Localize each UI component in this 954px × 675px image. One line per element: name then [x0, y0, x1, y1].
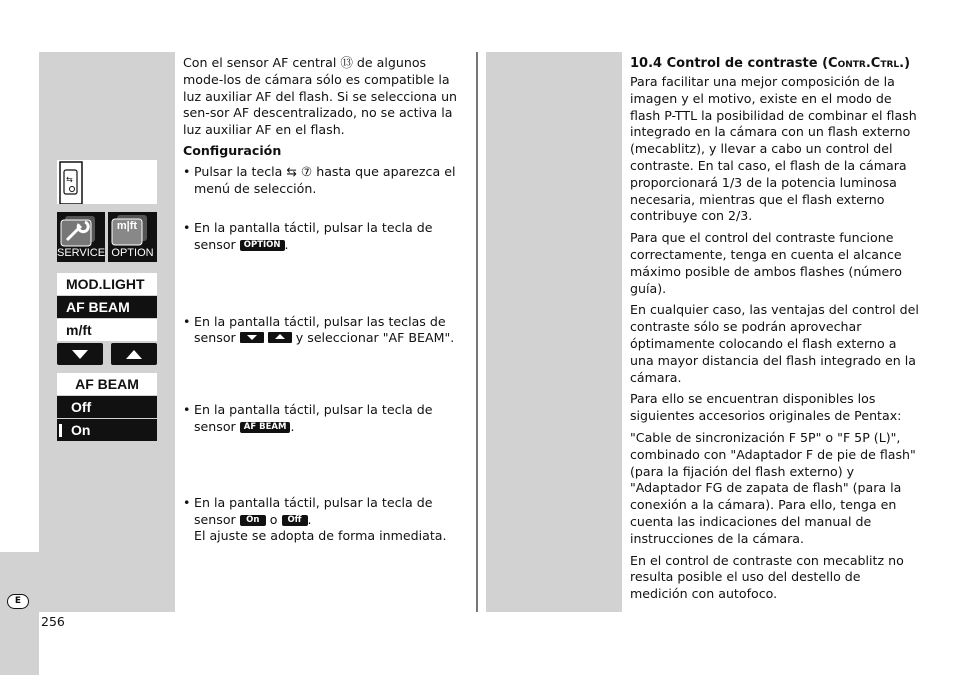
menu-title-mod-light: MOD.LIGHT — [57, 273, 157, 295]
option-tile[interactable] — [108, 212, 157, 262]
step-5-end: . — [307, 511, 312, 527]
menu-item-m-ft[interactable]: m/ft — [57, 319, 157, 341]
intro-paragraph: Con el sensor AF central ⑬ de algunos mode-los de cámara sólo es compatible la luz auxiliar AF del flash. Si se selecciona un sen-sor AF descentralizado, no se activa la luz auxiliar AF en el flash. — [183, 55, 458, 138]
paragraph-1: Para facilitar una mejor composición de la imagen y el motivo, existe en el modo de flash P-TTL la posibilidad de combinar el flash integrado en la cámara con un flash externo (mecablitz), y llevar a cabo un control del contraste. En tal caso, el flash de la cámara proporcionará 1/3 de la potencia luminosa necesaria, mientras que el flash externo contribuye con 2/3. — [630, 74, 917, 224]
paragraph-3: En cualquier caso, las ventajas del control del contraste sólo se podrán aprovechar óptimamente colocando el flash externo a una mayor distancia del flash integrado en la cámara. — [630, 302, 919, 385]
arrow-down-chip-icon — [240, 332, 264, 343]
option-chip: OPTION — [240, 240, 285, 251]
step-3 — [183, 314, 469, 348]
flash-key-icon — [57, 160, 157, 204]
arrow-up-chip-icon — [268, 332, 292, 343]
right-margin-panel — [486, 52, 622, 612]
step-3-text: En la pantalla táctil, pulsar las teclas de sensor — [194, 313, 446, 346]
left-margin-tab — [0, 552, 39, 675]
step-5-or: o — [269, 511, 278, 527]
wrench-icon — [57, 212, 105, 248]
up-button[interactable] — [111, 343, 157, 365]
step-2-text: En la pantalla táctil, pulsar la tecla de sensor — [194, 220, 433, 252]
step-1-text: Pulsar la tecla ⇆ ⑦ hasta que aparezca el menú de selección. — [194, 163, 456, 196]
step-3-end: y seleccionar "AF BEAM". — [295, 330, 455, 346]
selection-marker-icon — [59, 424, 62, 437]
step-5-text: En la pantalla táctil, pulsar la tecla de sensor — [194, 494, 433, 527]
paragraph-5: "Cable de sincronización F 5P" o "F 5P (L)", combinado con "Adaptador F de pie de flash" (para la fijación del flash externo) y "Adaptador FG de zapata de flash" (para la conexión a la cámara). Para ello, tenga en cuenta las indicaciones del manual de instrucciones de la cámara. — [630, 429, 916, 546]
down-button[interactable] — [57, 343, 103, 365]
arrow-down-icon — [57, 343, 103, 365]
step-5-note: El ajuste se adopta de forma inmediata. — [194, 528, 447, 544]
svg-text:⇆: ⇆ — [66, 175, 73, 184]
step-4 — [183, 402, 459, 436]
mft-label: m|ft — [116, 220, 138, 232]
menu-title-af-beam: AF BEAM — [57, 373, 157, 395]
paragraph-4: Para ello se encuentran disponibles los siguientes accesorios originales de Pentax: — [630, 391, 902, 424]
section-heading — [630, 55, 920, 72]
af-beam-chip: AF BEAM — [240, 422, 291, 433]
off-chip: Off — [282, 515, 308, 526]
step-2 — [183, 220, 459, 254]
option-on-label: On — [71, 422, 91, 438]
step-5 — [183, 495, 459, 545]
option-off[interactable]: Off — [57, 396, 157, 418]
step-4-text: En la pantalla táctil, pulsar la tecla de sensor — [194, 402, 433, 434]
step-2-end: . — [284, 236, 289, 252]
option-label: OPTION — [111, 247, 154, 259]
language-badge — [7, 594, 29, 609]
column-divider — [476, 52, 478, 612]
menu-item-af-beam[interactable]: AF BEAM — [57, 296, 157, 318]
service-label: SERVICE — [57, 247, 106, 259]
page-number: 256 — [41, 614, 65, 629]
paragraph-2: Para que el control del contraste funcione correctamente, tenga en cuenta el alcance máximo posible de ambos flashes (número guía). — [630, 230, 902, 296]
middle-column — [183, 55, 468, 197]
service-tile[interactable] — [57, 212, 105, 262]
language-badge-text: E — [14, 596, 22, 606]
step-1 — [183, 164, 468, 198]
right-column — [630, 55, 920, 608]
step-4-end: . — [290, 418, 295, 434]
heading-end: ) — [904, 56, 911, 71]
arrow-up-icon — [111, 343, 157, 365]
on-chip: On — [240, 515, 266, 526]
heading-smallcaps: Contr.Ctrl. — [828, 56, 905, 71]
heading-text: 10.4 Control de contraste ( — [630, 56, 829, 71]
paragraph-6: En el control de contraste con mecablitz no resulta posible el uso del destello de medición con autofoco. — [630, 552, 904, 602]
flash-button-illustration — [57, 160, 157, 204]
config-heading: Configuración — [183, 142, 282, 158]
option-on[interactable] — [57, 419, 157, 441]
